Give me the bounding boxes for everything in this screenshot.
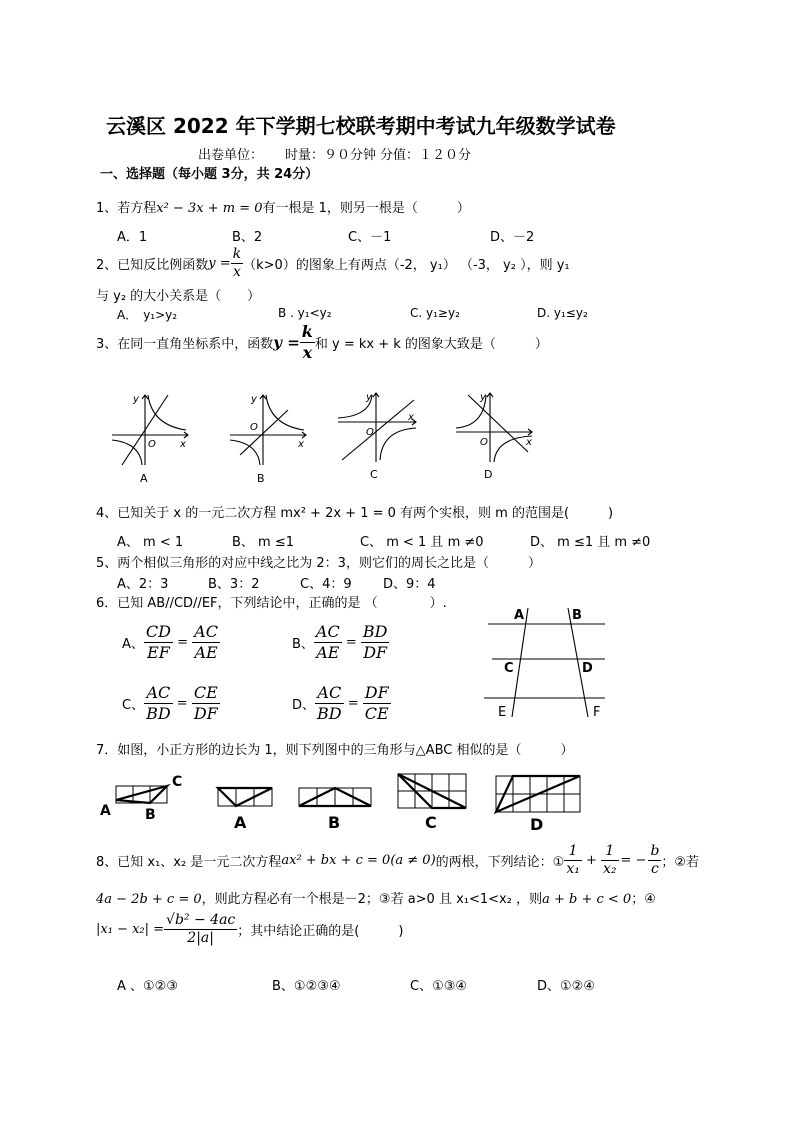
q4-option-b[interactable]: B、 m ≤1 (232, 535, 295, 550)
question-2 (96, 246, 570, 281)
q8-frac2 (601, 843, 619, 878)
question-6: 6．已知 AB//CD//EF，下列结论中，正确的是 （ ）. (96, 596, 447, 611)
q6-c-frac1-num: AC (144, 683, 173, 704)
q6-d-frac2-num: DF (364, 683, 389, 702)
q6-c-frac1 (144, 683, 173, 724)
q8-l2a: 4a − 2b + c = 0 (96, 892, 202, 907)
q4-option-d[interactable]: D、 m ≤1 且 m ≠0 (530, 535, 651, 550)
q6-a-frac1 (144, 622, 173, 663)
q6-option-d[interactable]: D、 $\frac{AC}{BD}$ = $\frac{DF}{CE}$ (292, 683, 389, 723)
q7-main-b: B (145, 807, 156, 823)
q6-b-frac1-den: AE (316, 643, 340, 662)
q3-d-origin: O (480, 437, 488, 448)
q8-l3a: |x₁ − x₂| = (96, 922, 165, 937)
q6-fig-d: D (582, 661, 593, 676)
q2-option-d[interactable]: D. y₁≤y₂ (537, 306, 588, 320)
q3-y: y = (273, 333, 300, 352)
q6-fig-c: C (504, 661, 514, 676)
q4-option-a[interactable]: A、 m < 1 (117, 535, 184, 550)
q7-figures (96, 768, 596, 838)
q8-frac1 (564, 843, 582, 878)
q3-a-axis-x: x (180, 439, 186, 450)
q7-main-a: A (100, 803, 111, 819)
q3-b-axis-y: y (251, 394, 257, 405)
q3-fraction (300, 322, 315, 363)
score-label: 分值：１２０分 (380, 148, 472, 163)
q2-option-c[interactable]: C. y₁≥y₂ (410, 306, 460, 320)
q4-option-c[interactable]: C、 m < 1 且 m ≠0 (360, 535, 484, 550)
q7-main-c: C (172, 774, 183, 790)
q6-a-label: A、 (122, 637, 144, 652)
q7-label-b: B (328, 813, 341, 832)
q5-option-b[interactable]: B、3：2 (208, 577, 260, 592)
setter-label: 出卷单位： (198, 148, 264, 163)
q6-c-label: C、 (122, 698, 145, 713)
q3-c-origin: O (366, 427, 374, 438)
q6-b-frac1 (314, 622, 342, 663)
q2-option-b[interactable]: B . y₁<y₂ (278, 306, 332, 320)
q3-graph-a[interactable] (112, 395, 188, 465)
q3-d-axis-y: y (480, 392, 486, 403)
q1-pre: 1、若方程 (96, 201, 157, 216)
q5-option-d[interactable]: D、9：4 (383, 577, 436, 592)
question-1 (96, 197, 470, 216)
q6-b-frac1-num: AC (315, 622, 340, 641)
q8-option-a[interactable]: A 、①②③ (117, 979, 178, 994)
q7-option-c-figure[interactable] (398, 774, 466, 808)
q3-post: 和 y = kx + k 的图象大致是（ ） (314, 337, 548, 352)
q6-a-frac2-den: AE (194, 643, 218, 662)
q3-d-axis-x: x (526, 437, 532, 448)
q3-c-axis-y: y (366, 392, 372, 403)
q8-frac4 (164, 912, 237, 947)
q6-a-frac1-num: CD (145, 622, 171, 641)
q6-option-a[interactable]: A、 $\frac{CD}{EF}$ = $\frac{AC}{AE}$ (122, 622, 218, 662)
q7-option-b-figure[interactable] (299, 788, 371, 806)
q6-d-frac2 (363, 683, 391, 724)
q2-line2: 与 y₂ 的大小关系是（ ） (96, 289, 261, 304)
q3-graph-d[interactable] (456, 393, 532, 462)
q6-b-frac2-num: BD (362, 622, 388, 641)
q6-fig-e: E (498, 705, 507, 720)
q6-b-label: B、 (292, 637, 314, 652)
q6-option-c[interactable]: C、 $\frac{AC}{BD}$ = $\frac{CE}{DF}$ (122, 683, 218, 723)
q3-a-axis-y: y (133, 394, 139, 405)
q6-a-frac2 (192, 622, 220, 663)
q6-fig-f: F (593, 705, 601, 720)
q6-d-frac1 (315, 683, 344, 724)
page-title: 云溪区 2022 年下学期七校联考期中考试九年级数学试卷 (106, 114, 616, 138)
q8-frac2-num: 1 (601, 843, 619, 861)
question-8-line3 (96, 912, 403, 947)
section-heading: 一、选择题（每小题 3分，共 24分） (100, 167, 319, 182)
q6-d-frac1-num: AC (315, 683, 344, 704)
q6-parallel-lines-figure (480, 602, 610, 724)
q6-c-frac2-num: CE (192, 683, 220, 704)
q8-l1d: ；②若 (661, 855, 700, 870)
q2-fraction (231, 246, 243, 281)
q6-c-frac1-den: BD (146, 704, 171, 723)
question-8-line2 (96, 888, 656, 907)
q8-frac1-num: 1 (564, 843, 582, 861)
q8-l1a: 8、已知 x₁、x₂ 是一元二次方程 (96, 855, 282, 870)
q1-option-b[interactable]: B、2 (232, 230, 263, 245)
q8-option-c[interactable]: C、①③④ (410, 979, 468, 994)
q6-a-frac1-den: EF (147, 643, 170, 662)
q6-option-b[interactable]: B、 $\frac{AC}{AE}$ = $\frac{BD}{DF}$ (292, 622, 388, 662)
q3-label-c: C (370, 468, 378, 481)
q8-l2d: ；④ (631, 892, 656, 907)
q1-option-c[interactable]: C、－1 (348, 230, 392, 245)
q3-c-axis-x: x (408, 412, 414, 423)
q6-c-frac2-den: DF (193, 704, 218, 723)
q8-frac2-den: x₂ (603, 861, 617, 877)
q8-frac1-den: x₁ (566, 861, 580, 877)
question-3 (96, 322, 548, 363)
q7-label-c: C (425, 813, 437, 832)
q6-b-frac2 (361, 622, 390, 663)
q6-a-frac2-num: AC (194, 622, 218, 641)
q8-l3b: ；其中结论正确的是( ) (237, 924, 404, 939)
q5-option-a[interactable]: A、2：3 (117, 577, 169, 592)
q8-frac3 (648, 843, 661, 878)
q6-fig-a: A (514, 608, 525, 623)
q2-y: y = (208, 256, 231, 271)
q3-pre: 3、在同一直角坐标系中，函数 (96, 337, 274, 352)
q8-l2c: a + b + c < 0 (542, 892, 632, 907)
q7-label-d: D (530, 815, 544, 834)
q1-option-d[interactable]: D、－2 (490, 230, 535, 245)
question-4: 4、已知关于 x 的一元二次方程 mx² + 2x + 1 = 0 有两个实根，则 m 的范围是( ) (96, 506, 614, 521)
q1-post: 有一根是 1，则另一根是（ ） (262, 201, 470, 216)
q8-option-b[interactable]: B、①②③④ (272, 979, 341, 994)
q6-d-frac1-den: BD (317, 704, 342, 723)
time-label: 时量：９０分钟 (285, 148, 377, 163)
q6-fig-b: B (572, 608, 582, 623)
q8-l1c: = − (620, 853, 647, 868)
q1-equation: x² − 3x + m = 0 (156, 201, 263, 216)
q6-d-label: D、 (292, 698, 316, 713)
q5-option-c[interactable]: C、4：9 (300, 577, 352, 592)
q2-frac-den: x (232, 264, 241, 280)
q3-a-origin: O (148, 439, 156, 450)
q3-graphs (100, 390, 550, 485)
q7-option-a-figure[interactable] (218, 788, 272, 806)
q6-d-frac2-den: CE (364, 704, 389, 723)
q3-graph-b[interactable] (230, 395, 306, 465)
q6-c-frac2 (192, 683, 220, 724)
q2-option-a[interactable]: A． y₁>y₂ (117, 308, 178, 322)
q6-b-frac2-den: DF (363, 643, 388, 662)
q2-post: （k>0）的图象上有两点（-2， y₁） （-3， y₂ ），则 y₁ (243, 258, 570, 273)
q8-option-d[interactable]: D、①②④ (537, 979, 595, 994)
q8-equation: ax² + bx + c = 0(a ≠ 0) (281, 853, 436, 868)
q3-label-a: A (140, 472, 148, 485)
q7-label-a: A (234, 813, 247, 832)
q2-frac-num: k (232, 246, 242, 262)
q3-label-d: D (484, 468, 493, 481)
q3-frac-den: x (302, 343, 313, 362)
q2-pre: 2、已知反比例函数 (96, 258, 209, 273)
q8-l1b: 的两根，下列结论：① (435, 855, 565, 870)
q8-frac3-den: c (651, 861, 659, 877)
q3-frac-num: k (301, 322, 313, 341)
q3-label-b: B (257, 472, 265, 485)
q8-l2b: ，则此方程必有一个根是－2；③若 a>0 且 x₁<1<x₂ ，则 (201, 892, 543, 907)
q3-b-axis-x: x (298, 439, 304, 450)
question-8-line1: 8、已知 x₁、x₂ 是一元二次方程ax² + bx + c = 0(a ≠ 0)的两根，下列结论：① $\frac{1}{\text{x₁}}$ + $\frac{1}{\text{x₂}}$ = − $\frac{b}{c}$ ；②若 (96, 843, 700, 877)
q7-main-triangle (116, 786, 167, 803)
q8-frac4-den: 2|a| (187, 930, 214, 946)
q1-option-a[interactable]: A．1 (117, 230, 148, 245)
question-5: 5、两个相似三角形的对应中线之比为 2：3，则它们的周长之比是（ ） (96, 556, 541, 571)
q7-option-d-figure[interactable] (496, 776, 580, 812)
q3-b-origin: O (250, 422, 258, 433)
q3-graph-c[interactable] (338, 393, 416, 462)
q8-frac4-num: √b² − 4ac (166, 912, 236, 928)
question-7: 7．如图，小正方形的边长为 1，则下列图中的三角形与△ABC 相似的是（ ） (96, 743, 574, 758)
q8-frac3-num: b (650, 843, 660, 859)
